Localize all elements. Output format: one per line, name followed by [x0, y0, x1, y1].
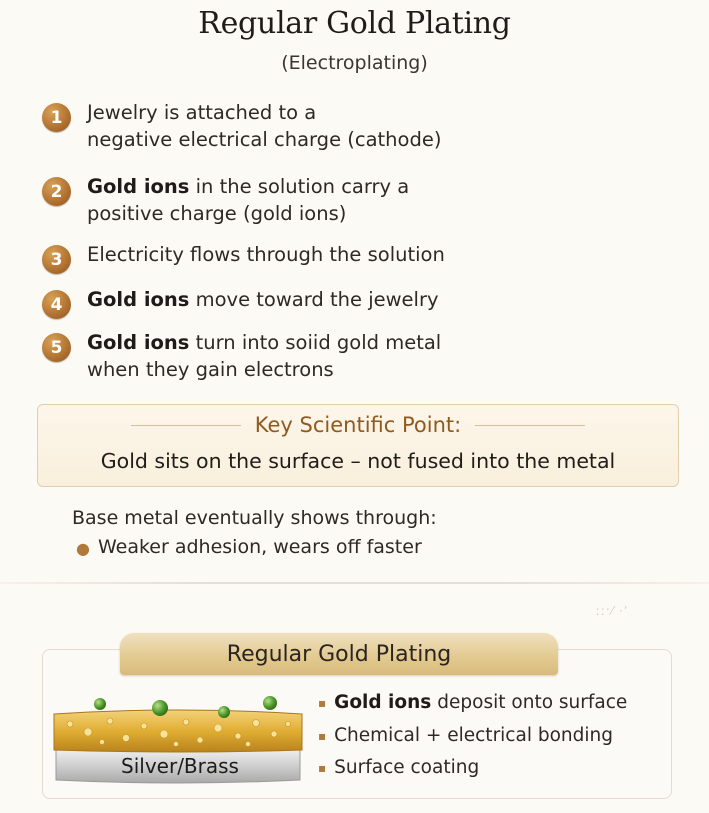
step-text: [87, 173, 409, 227]
bullet-dot-icon: ▪: [318, 695, 327, 710]
step-line: positive charge (gold ions): [87, 202, 347, 225]
gold-ion-icon: [218, 706, 230, 718]
gold-ion-icon: [152, 700, 168, 716]
gold-ion-icon: [263, 696, 277, 710]
step-line: in the solution carry a: [189, 175, 410, 198]
bullet-dot-icon: ▪: [318, 728, 327, 743]
step-number-badge: 3: [42, 245, 71, 274]
step-line: Electricity flows through the solution: [87, 243, 445, 266]
divider-line-right: [475, 425, 585, 426]
divider-line-left: [131, 425, 241, 426]
key-point-text: Gold sits on the surface – not fused into the metal: [100, 449, 616, 473]
step-3: [42, 241, 445, 274]
feature-text: deposit onto surface: [437, 692, 628, 713]
feature-item: [318, 692, 627, 713]
page-title: Regular Gold Plating: [198, 6, 511, 41]
bullet-dot-icon: ●: [76, 539, 90, 558]
base-metal-note: Base metal eventually shows through:: [72, 507, 437, 529]
feature-emphasis: Gold ions: [334, 692, 432, 713]
step-emphasis: Gold ions: [87, 288, 190, 311]
step-line: turn into soiid gold metal: [189, 331, 442, 354]
step-emphasis: Gold ions: [87, 331, 190, 354]
step-5: [42, 329, 441, 383]
key-heading: Key Scientific Point:: [254, 413, 462, 437]
base-metal-label: Silver/Brass: [121, 754, 239, 778]
bullet-dot-icon: ▪: [318, 760, 327, 775]
step-text: [87, 286, 439, 313]
step-line: negative electrical charge (cathode): [87, 128, 442, 151]
step-emphasis: Gold ions: [87, 175, 190, 198]
step-line: move toward the jewelry: [189, 288, 439, 311]
page-subtitle: (Electroplating): [281, 52, 428, 74]
step-number-badge: 5: [42, 333, 71, 362]
feature-item: [318, 725, 613, 746]
key-heading-row: [38, 413, 678, 437]
step-4: [42, 286, 439, 319]
step-text: [87, 241, 445, 268]
faint-marks: ːːˑ⁄ ·ʼ: [596, 604, 629, 618]
step-number-badge: 1: [42, 103, 71, 132]
feature-text: Surface coating: [334, 757, 480, 778]
step-line: Jewelry is attached to a: [87, 101, 317, 124]
feature-item: [318, 757, 479, 778]
step-2: [42, 173, 409, 227]
section-divider: [0, 582, 709, 584]
step-text: [87, 329, 441, 383]
feature-text: Chemical + electrical bonding: [334, 725, 613, 746]
gold-ion-icon: [94, 698, 106, 710]
step-number-badge: 2: [42, 177, 71, 206]
bullet-item: [76, 536, 422, 562]
step-number-badge: 4: [42, 290, 71, 319]
step-line: when they gain electrons: [87, 358, 334, 381]
card-banner: Regular Gold Plating: [120, 633, 558, 675]
step-text: [87, 99, 441, 153]
bullet-text: Weaker adhesion, wears off faster: [97, 536, 422, 558]
key-point-box: [37, 404, 679, 487]
step-1: [42, 99, 441, 153]
